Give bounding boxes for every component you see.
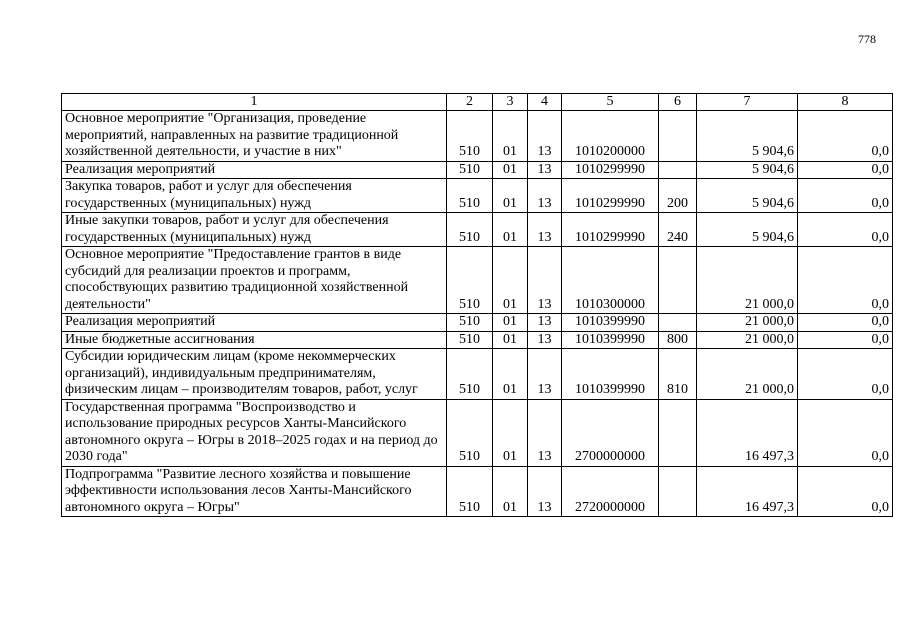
row-code-admin: 510	[447, 466, 493, 517]
page-number: 778	[858, 32, 876, 46]
row-amount: 5 904,6	[697, 161, 798, 179]
row-amount-secondary: 0,0	[798, 213, 893, 247]
row-code-admin: 510	[447, 314, 493, 332]
row-code-target: 2720000000	[562, 466, 659, 517]
row-code-expense-type	[659, 111, 697, 162]
row-code-expense-type	[659, 161, 697, 179]
table-row	[62, 314, 893, 332]
table-row	[62, 161, 893, 179]
row-amount-secondary: 0,0	[798, 111, 893, 162]
table-row	[62, 213, 893, 247]
row-code-target: 1010299990	[562, 179, 659, 213]
row-code-target: 1010399990	[562, 331, 659, 349]
header-row	[62, 94, 893, 111]
row-amount: 5 904,6	[697, 111, 798, 162]
table-row	[62, 331, 893, 349]
row-amount: 21 000,0	[697, 314, 798, 332]
budget-table	[61, 93, 893, 517]
table-row	[62, 399, 893, 466]
row-amount: 21 000,0	[697, 247, 798, 314]
row-code-subsection: 13	[528, 349, 562, 400]
table-row	[62, 111, 893, 162]
row-code-subsection: 13	[528, 466, 562, 517]
row-code-section: 01	[493, 399, 528, 466]
row-code-section: 01	[493, 213, 528, 247]
row-code-admin: 510	[447, 179, 493, 213]
row-code-admin: 510	[447, 161, 493, 179]
row-code-subsection: 13	[528, 331, 562, 349]
row-code-subsection: 13	[528, 179, 562, 213]
table-row	[62, 466, 893, 517]
row-code-expense-type: 200	[659, 179, 697, 213]
row-code-target: 1010299990	[562, 213, 659, 247]
row-code-subsection: 13	[528, 111, 562, 162]
table-row	[62, 349, 893, 400]
row-code-section: 01	[493, 247, 528, 314]
row-code-subsection: 13	[528, 399, 562, 466]
row-code-expense-type	[659, 399, 697, 466]
row-name: Иные бюджетные ассигнования	[62, 331, 447, 349]
header-col-8: 8	[798, 94, 893, 111]
row-name: Основное мероприятие "Предоставление грантов в виде субсидий для реализации проектов и программ, способствующих развитию традиционной хозяйственной деятельности"	[62, 247, 447, 314]
row-amount: 5 904,6	[697, 213, 798, 247]
row-code-expense-type	[659, 247, 697, 314]
row-amount-secondary: 0,0	[798, 161, 893, 179]
row-code-expense-type: 800	[659, 331, 697, 349]
header-col-5: 5	[562, 94, 659, 111]
row-code-section: 01	[493, 349, 528, 400]
row-amount-secondary: 0,0	[798, 331, 893, 349]
row-code-section: 01	[493, 466, 528, 517]
header-col-3: 3	[493, 94, 528, 111]
row-code-expense-type: 240	[659, 213, 697, 247]
row-code-target: 1010299990	[562, 161, 659, 179]
row-code-admin: 510	[447, 213, 493, 247]
row-code-target: 1010200000	[562, 111, 659, 162]
row-code-subsection: 13	[528, 161, 562, 179]
row-amount-secondary: 0,0	[798, 466, 893, 517]
row-code-admin: 510	[447, 399, 493, 466]
row-code-admin: 510	[447, 247, 493, 314]
row-code-subsection: 13	[528, 247, 562, 314]
row-name: Закупка товаров, работ и услуг для обеспечения государственных (муниципальных) нужд	[62, 179, 447, 213]
row-amount-secondary: 0,0	[798, 179, 893, 213]
row-amount: 5 904,6	[697, 179, 798, 213]
row-name: Иные закупки товаров, работ и услуг для обеспечения государственных (муниципальных) нужд	[62, 213, 447, 247]
row-code-section: 01	[493, 314, 528, 332]
row-code-section: 01	[493, 179, 528, 213]
row-amount-secondary: 0,0	[798, 349, 893, 400]
row-code-admin: 510	[447, 111, 493, 162]
header-col-6: 6	[659, 94, 697, 111]
row-code-target: 1010300000	[562, 247, 659, 314]
row-amount: 16 497,3	[697, 466, 798, 517]
row-name: Реализация мероприятий	[62, 314, 447, 332]
row-amount: 21 000,0	[697, 331, 798, 349]
row-name: Основное мероприятие "Организация, проведение мероприятий, направленных на развитие традиционной хозяйственной деятельности, и участие в них"	[62, 111, 447, 162]
table-row	[62, 179, 893, 213]
row-code-admin: 510	[447, 331, 493, 349]
row-code-expense-type	[659, 314, 697, 332]
row-amount-secondary: 0,0	[798, 314, 893, 332]
table-row	[62, 247, 893, 314]
row-code-subsection: 13	[528, 314, 562, 332]
row-code-target: 1010399990	[562, 314, 659, 332]
row-amount: 16 497,3	[697, 399, 798, 466]
row-code-section: 01	[493, 331, 528, 349]
header-col-7: 7	[697, 94, 798, 111]
header-col-4: 4	[528, 94, 562, 111]
row-code-target: 1010399990	[562, 349, 659, 400]
row-amount-secondary: 0,0	[798, 399, 893, 466]
header-col-1: 1	[62, 94, 447, 111]
row-code-section: 01	[493, 111, 528, 162]
row-code-admin: 510	[447, 349, 493, 400]
row-amount-secondary: 0,0	[798, 247, 893, 314]
row-name: Государственная программа "Воспроизводство и использование природных ресурсов Ханты-Мансийского автономного округа – Югры в 2018–2025 годах и на период до 2030 года"	[62, 399, 447, 466]
row-name: Субсидии юридическим лицам (кроме некоммерческих организаций), индивидуальным предпринимателям, физическим лицам – производителям товаров, работ, услуг	[62, 349, 447, 400]
row-amount: 21 000,0	[697, 349, 798, 400]
row-code-expense-type: 810	[659, 349, 697, 400]
row-name: Подпрограмма "Развитие лесного хозяйства и повышение эффективности использования лесов Ханты-Мансийского автономного округа – Югры"	[62, 466, 447, 517]
row-code-expense-type	[659, 466, 697, 517]
row-code-target: 2700000000	[562, 399, 659, 466]
row-name: Реализация мероприятий	[62, 161, 447, 179]
row-code-subsection: 13	[528, 213, 562, 247]
header-col-2: 2	[447, 94, 493, 111]
row-code-section: 01	[493, 161, 528, 179]
